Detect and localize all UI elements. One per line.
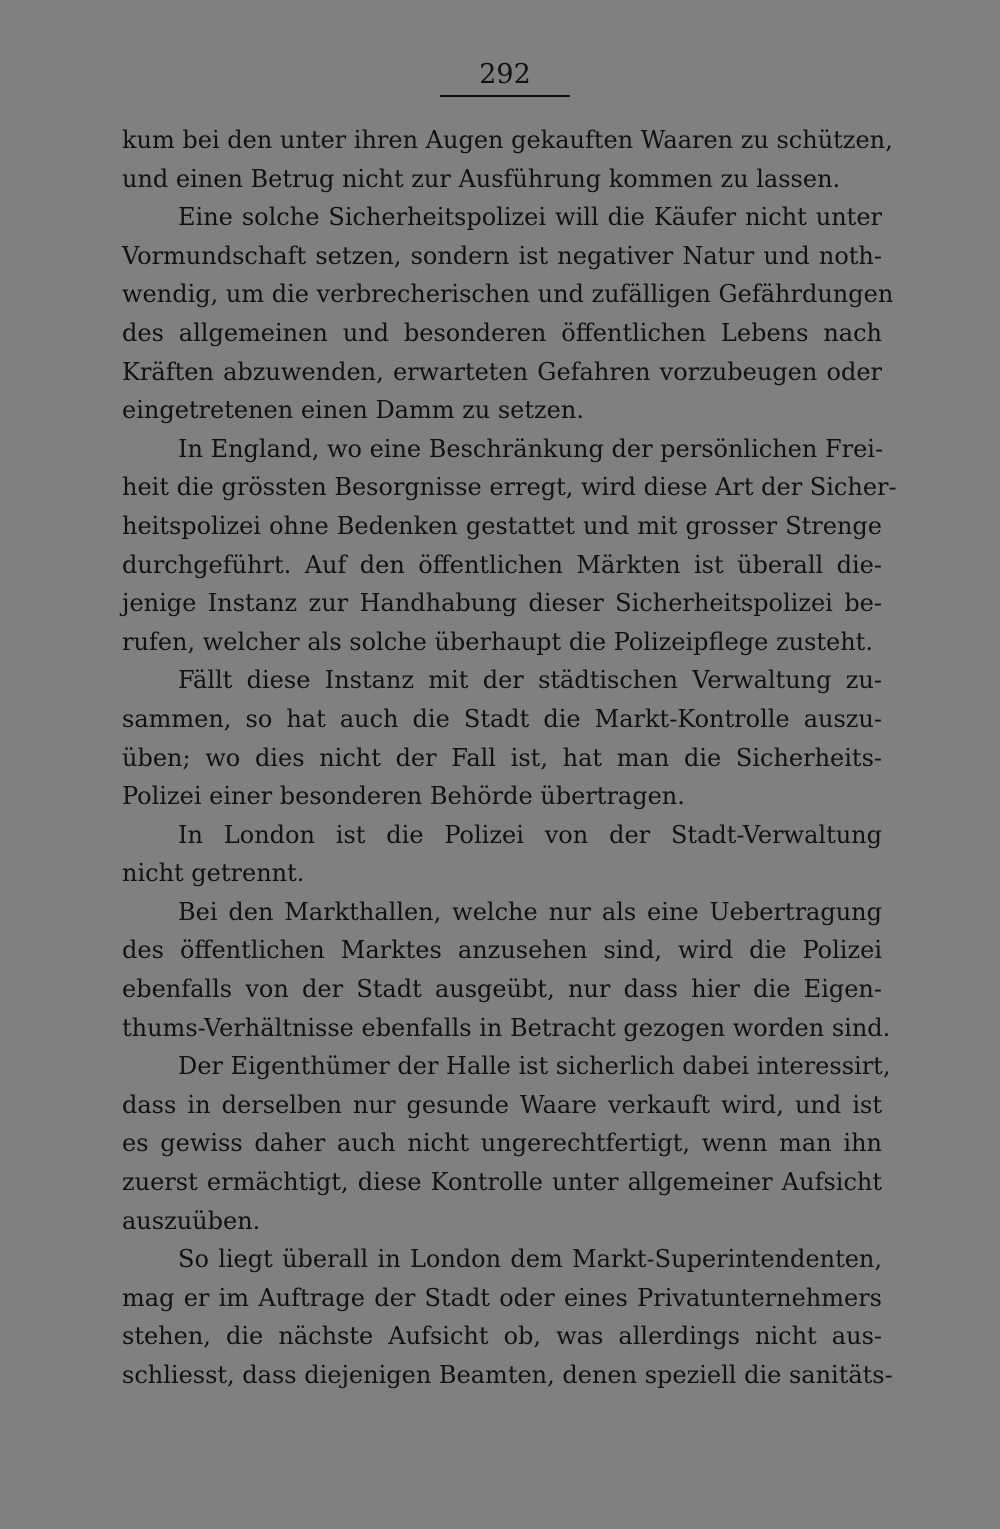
text-line: dass in derselben nur gesunde Waare verkauft wird, und ist: [122, 1090, 882, 1119]
text-line: Vormundschaft setzen, sondern ist negativer Natur und noth-: [122, 241, 882, 270]
text-line: es gewiss daher auch nicht ungerechtfertigt, wenn man ihn: [122, 1129, 882, 1158]
text-line: stehen, die nächste Aufsicht ob, was allerdings nicht aus-: [122, 1322, 882, 1351]
text-line: kum bei den unter ihren Augen gekauften Waaren zu schützen,: [122, 126, 893, 154]
text-line: sammen, so hat auch die Stadt die Markt-Kontrolle auszu-: [122, 704, 882, 733]
body-text: [122, 121, 897, 1395]
text-line: durchgeführt. Auf den öffentlichen Märkten ist überall die-: [122, 550, 882, 579]
text-line: Fällt diese Instanz mit der städtischen Verwaltung zu-: [178, 666, 882, 695]
text-line: Kräften abzuwenden, erwarteten Gefahren vorzubeugen oder: [122, 357, 882, 386]
text-line: auszuüben.: [122, 1206, 261, 1235]
text-line: So liegt überall in London dem Markt-Superintendenten,: [178, 1245, 882, 1274]
text-line: Eine solche Sicherheitspolizei will die Käufer nicht unter: [178, 203, 882, 232]
text-line: und einen Betrug nicht zur Ausführung kommen zu lassen.: [122, 164, 841, 193]
text-line: ebenfalls von der Stadt ausgeübt, nur dass hier die Eigen-: [122, 975, 882, 1004]
text-line: des allgemeinen und besonderen öffentlichen Lebens nach: [122, 318, 882, 347]
text-line: In London ist die Polizei von der Stadt-Verwaltung: [178, 820, 882, 849]
text-line: mag er im Auftrage der Stadt oder eines Privatunternehmers: [122, 1283, 882, 1312]
text-line: Polizei einer besonderen Behörde übertragen.: [122, 782, 685, 811]
text-line: wendig, um die verbrecherischen und zufälligen Gefährdungen: [122, 280, 894, 309]
text-line: üben; wo dies nicht der Fall ist, hat man die Sicherheits-: [122, 743, 882, 772]
text-line: Bei den Markthallen, welche nur als eine Uebertragung: [178, 897, 882, 926]
page-number-rule: [440, 95, 570, 97]
text-line: heitspolizei ohne Bedenken gestattet und mit grosser Strenge: [122, 511, 882, 540]
text-line: schliesst, dass diejenigen Beamten, denen speziell die sanitäts-: [122, 1361, 893, 1389]
text-line: des öffentlichen Marktes anzusehen sind, wird die Polizei: [122, 936, 882, 965]
text-line: zuerst ermächtigt, diese Kontrolle unter allgemeiner Aufsicht: [122, 1168, 882, 1197]
text-line: jenige Instanz zur Handhabung dieser Sicherheitspolizei be-: [122, 589, 882, 618]
text-line: nicht getrennt.: [122, 859, 305, 888]
text-line: heit die grössten Besorgnisse erregt, wird diese Art der Sicher-: [122, 473, 897, 502]
text-line: rufen, welcher als solche überhaupt die Polizeipflege zusteht.: [122, 627, 873, 656]
text-line: Der Eigenthümer der Halle ist sicherlich dabei interessirt,: [178, 1052, 891, 1081]
text-line: In England, wo eine Beschränkung der persönlichen Frei-: [178, 434, 884, 463]
page-number: 292: [479, 59, 531, 90]
text-line: eingetretenen einen Damm zu setzen.: [122, 396, 584, 425]
text-line: thums-Verhältnisse ebenfalls in Betracht gezogen worden sind.: [122, 1013, 891, 1042]
